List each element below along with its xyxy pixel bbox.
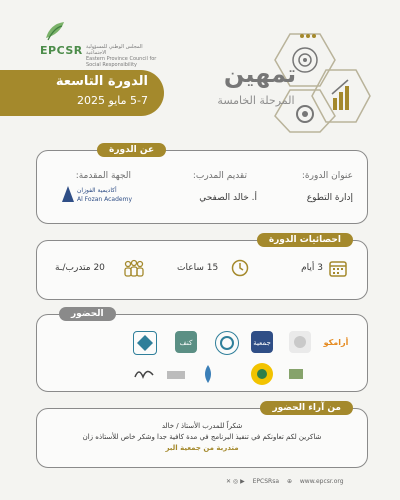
opinion-line-2: شاكرين لكم تعاونكم في تنفيذ البرنامج في مدة كافية جدا وشكر خاص للأستاذه زان (82, 433, 322, 441)
hero-title: تمهين (223, 60, 297, 88)
provider-english: Al Fozan Academy (77, 196, 132, 203)
attendance-card (36, 309, 368, 392)
stats-card (36, 235, 368, 300)
people-icon (123, 259, 145, 277)
gear-icon (297, 106, 313, 122)
partner-logo (215, 331, 239, 355)
stat-hours (177, 257, 257, 281)
opinion-line-1: شكراً للمدرب الأستاذ / خالد (161, 422, 243, 430)
trainer-value: أ. خالد الصفحي (199, 193, 257, 203)
trainer-label: تقديم المدرب: (192, 171, 247, 181)
provider-label: الجهة المقدمة: (75, 171, 131, 181)
stat-days (277, 257, 347, 281)
epcsr-logo (36, 18, 157, 68)
provider-arabic: أكاديمية الفوزان (77, 187, 117, 194)
logo-text (86, 44, 158, 68)
course-title-value: إدارة التطوع (306, 193, 353, 203)
footer-handle[interactable]: EPCSRsa (252, 478, 280, 485)
chart-icon (332, 80, 349, 110)
partner-logo (251, 331, 273, 353)
about-card (36, 145, 368, 224)
course-title-label: عنوان الدورة: (301, 171, 353, 181)
partner-logo (165, 363, 187, 385)
footer-website[interactable]: www.epcsr.org (299, 478, 344, 485)
partner-logo-text: جمعية (253, 339, 271, 347)
opinions-tag: من آراء الحضور (260, 401, 353, 415)
social-icons: ✕ ◎ ▶ (226, 478, 245, 485)
opinions-card (36, 403, 368, 468)
partner-logo (133, 363, 155, 385)
partner-logo (285, 363, 307, 385)
trainees-value: 20 متدرب/ـة (55, 263, 105, 273)
provider-logo (61, 185, 135, 207)
partner-logo (197, 363, 219, 385)
partner-logo (133, 331, 157, 355)
partner-logo-text: أرامكو (323, 338, 349, 347)
days-value: 3 أيام (301, 263, 323, 273)
partner-logo (325, 331, 347, 353)
stats-tag: احصائيات الدورة (257, 233, 353, 247)
course-banner (0, 70, 164, 116)
logo-name: EPCSR (40, 44, 83, 57)
hours-value: 15 ساعات (177, 263, 219, 273)
logo-arabic: المجلس الوطني للمسؤولية الاجتماعية (86, 44, 143, 56)
leaf-icon (42, 18, 68, 44)
partner-logo-text: كنف (179, 339, 193, 347)
logo-english: Eastern Province Council for Social Responsibility (86, 56, 157, 68)
clock-icon (231, 259, 249, 277)
stat-trainees (55, 257, 155, 281)
opinion-signature: متدربة من جمعية البر (165, 444, 239, 452)
academy-icon (61, 185, 75, 203)
course-name: الدورة التاسعة (55, 74, 148, 89)
web-icon: ⊕ (286, 478, 292, 485)
partner-logo (289, 331, 311, 353)
people-icon (300, 34, 316, 38)
footer (220, 478, 380, 485)
partner-logo (175, 331, 197, 353)
opinion-text (47, 421, 357, 454)
hero-subtitle: المرحلة الخامسة (217, 94, 295, 107)
attendance-tag: الحضور (59, 307, 116, 321)
course-date: 5-7 مايو 2025 (77, 94, 148, 107)
calendar-icon (329, 259, 347, 277)
about-tag: عن الدورة (97, 143, 166, 157)
partner-logo (251, 363, 273, 385)
